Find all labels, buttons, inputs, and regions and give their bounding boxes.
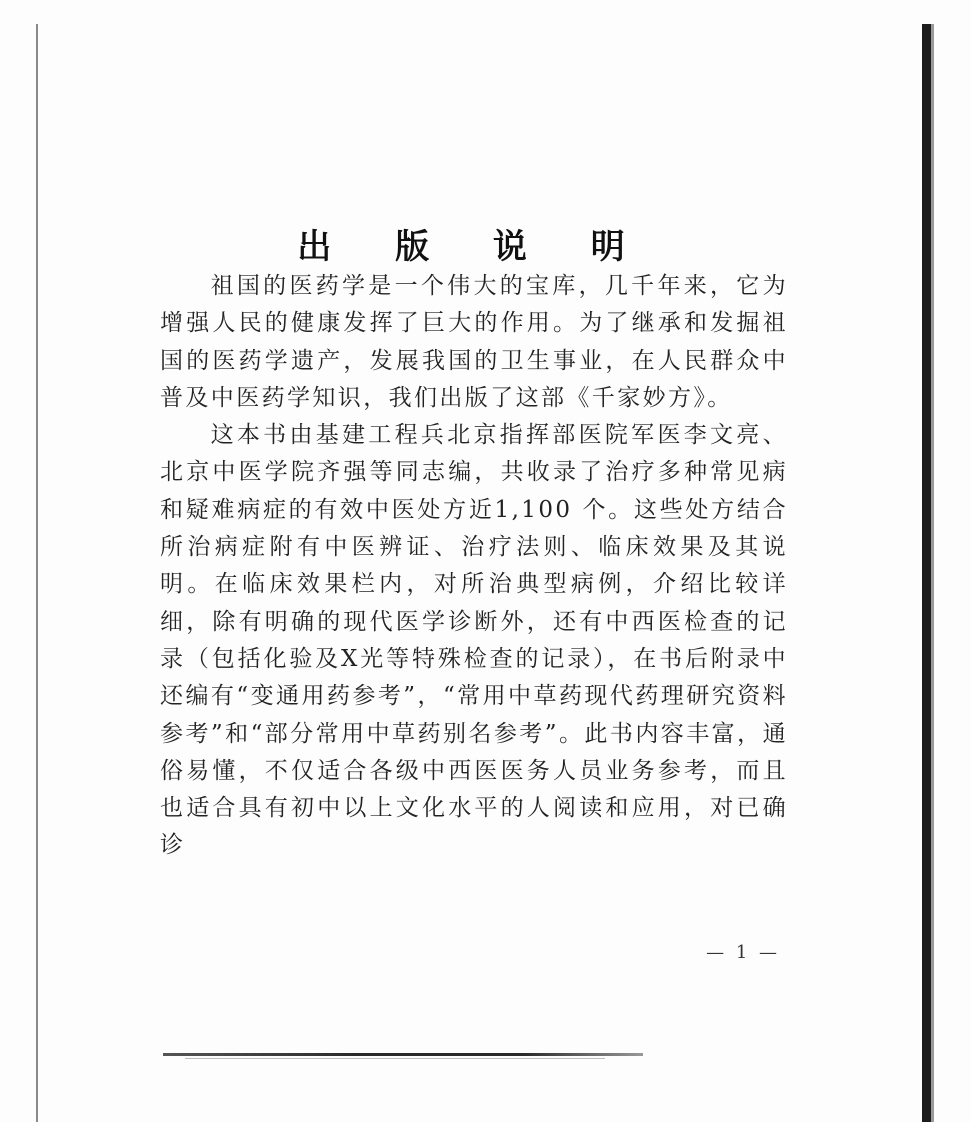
paragraph-2: 这本书由基建工程兵北京指挥部医院军医李文亮、北京中医学院齐强等同志编，共收录了治疗多种常见病和疑难病症的有效中医处方近1,100 个。这些处方结合所治病症附有中医辨证、治疗法则、临床效果及其说明。在临床效果栏内，对所治典型病例，介绍比较详细，除有明确的现代医学诊断外，还有中西医检查的记录（包括化验及X光等特殊检查的记录），在书后附录中还编有“变通用药参考”，“常用中草药现代药理研究资料参考”和“部分常用中草药别名参考”。此书内容丰富，通俗易懂，不仅适合各级中西医医务人员业务参考，而且也适合具有初中以上文化水平的人阅读和应用，对已确诊 (160, 422, 788, 859)
bottom-rule (163, 1053, 643, 1056)
page-number: — 1 — (706, 942, 780, 963)
page-right-edge-shadow (931, 24, 934, 1122)
bottom-rule-shadow (185, 1058, 605, 1059)
page-left-edge (36, 24, 38, 1122)
body-text (160, 268, 788, 865)
paragraph-1: 祖国的医药学是一个伟大的宝库，几千年来，它为增强人民的健康发挥了巨大的作用。为了继承和发掘祖国的医药学遗产，发展我国的卫生事业，在人民群众中普及中医药学知识，我们出版了这部《千家妙方》。 (160, 273, 788, 411)
page-title: 出 版 说 明 (297, 226, 651, 267)
page-right-binding-edge (922, 24, 931, 1122)
